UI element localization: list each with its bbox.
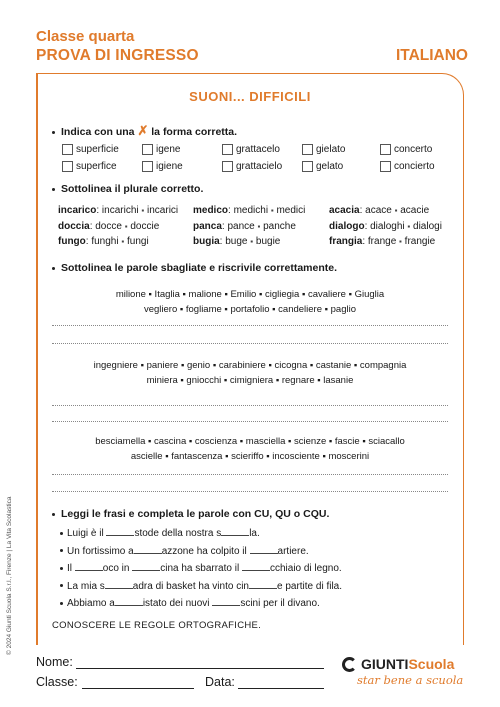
plural-item: medico: medichi ▪ medici [193,205,306,216]
name-label: Nome: [36,655,73,669]
exercise2-prompt-text: Sottolinea il plurale corretto. [61,183,204,195]
option-label: superfice [76,161,117,172]
blank-field[interactable] [75,563,103,571]
plural-option[interactable]: dialogi [413,220,442,232]
copyright-credit: © 2024 Giunti Scuola S.r.l., Firenze | La Vita Scolastica [6,496,13,655]
option-label: concierto [394,161,435,172]
plural-option[interactable]: medici [276,205,306,216]
grade-label: Classe quarta [36,28,135,45]
plural-row [58,236,458,252]
word-line: milione ▪ Itaglia ▪ malione ▪ Emilio ▪ cigliegia ▪ cavaliere ▪ Giuglia [115,289,385,300]
plural-option[interactable]: doccie [130,220,160,232]
blank-field[interactable] [221,528,249,536]
sentence-list [60,528,342,616]
plural-item: bugia: buge ▪ bugie [193,236,281,247]
checkbox[interactable] [62,161,73,172]
answer-line[interactable] [52,325,448,326]
class-field[interactable] [82,688,194,689]
test-title: PROVA DI INGRESSO [36,47,199,64]
plural-item: incarico: incarichi ▪ incarici [58,205,179,216]
giunti-scuola-logo [342,656,454,672]
exercise1-prompt [52,123,237,139]
brand-tagline: star bene a scuola [357,673,464,687]
blank-field[interactable] [242,563,270,571]
checkbox[interactable] [380,161,391,172]
brand-name: GIUNTI [361,656,409,672]
word-line: ingegniere ▪ paniere ▪ genio ▪ carabiniere ▪ cicogna ▪ castanie ▪ compagnia [93,360,407,371]
answer-line[interactable] [52,491,448,492]
answer-line[interactable] [52,405,448,406]
class-label: Classe: [36,675,78,689]
answer-line[interactable] [52,474,448,475]
plural-item: panca: pance ▪ panche [193,220,296,232]
answer-line[interactable] [52,421,448,422]
date-label: Data: [205,675,235,689]
exercise3-prompt-text: Sottolinea le parole sbagliate e riscrivile correttamente. [61,262,338,274]
plural-option[interactable]: fungi [126,236,149,247]
checkbox-grid [62,141,452,175]
plural-option[interactable]: buge [225,236,248,247]
footer-objective: CONOSCERE LE REGOLE ORTOGRAFICHE. [52,620,262,631]
plural-option[interactable]: panche [263,220,296,232]
exercise4-prompt-text: Leggi le frasi e completa le parole con CU, QU o CQU. [61,508,330,520]
subject-label: ITALIANO [395,47,468,64]
plural-option[interactable]: frangie [404,236,436,247]
bullet-icon [52,188,55,191]
option-label: superficie [76,144,119,155]
section-title: SUONI... DIFFICILI [189,89,311,104]
blank-field[interactable] [132,563,160,571]
giunti-g-icon [342,657,357,672]
blank-field[interactable] [250,546,278,554]
checkbox[interactable] [380,144,391,155]
bullet-icon [52,131,55,134]
checkbox[interactable] [62,144,73,155]
option-label: igiene [156,161,183,172]
plural-row [58,221,458,237]
blank-field[interactable] [115,598,143,606]
plural-item: fungo: funghi ▪ fungi [58,236,149,247]
date-field[interactable] [238,688,324,689]
word-line: vegliero ▪ fogliame ▪ portafolio ▪ candeliere ▪ paglio [143,304,357,315]
exercise3-prompt [52,262,337,274]
checkbox[interactable] [222,161,233,172]
checkbox[interactable] [302,144,313,155]
plural-option[interactable]: docce [95,220,122,232]
bullet-icon [52,513,55,516]
option-label: igene [156,144,181,155]
exercise2-prompt [52,183,203,195]
word-line: besciamella ▪ cascina ▪ coscienza ▪ masciella ▪ scienze ▪ fascie ▪ sciacallo [95,436,405,447]
word-group [0,287,500,317]
sentence-item: Abbiamo a istato dei nuovi scini per il divano. [60,598,342,616]
option-label: grattacelo [236,144,280,155]
cross-mark-icon: ✗ [137,123,149,138]
blank-field[interactable] [106,528,134,536]
checkbox-row [62,141,452,158]
answer-line[interactable] [52,343,448,344]
checkbox-row [62,158,452,175]
plural-option[interactable]: bugie [255,236,281,247]
plural-option[interactable]: pance [227,220,255,232]
blank-field[interactable] [212,598,240,606]
plural-item: frangia: frange ▪ frangie [329,236,436,247]
word-group [0,434,500,464]
word-line: ascielle ▪ fantascenza ▪ scieriffo ▪ incosciente ▪ moscerini [130,451,370,462]
option-label: gielato [316,144,346,155]
bullet-icon [52,267,55,270]
exercise4-prompt [52,508,329,520]
plural-option[interactable]: frange [367,236,397,247]
plural-option[interactable]: funghi [91,236,119,247]
plural-option[interactable]: acacie [400,205,430,216]
plural-item: doccia: docce ▪ doccie [58,220,160,232]
sentence-item: Luigi è il stode della nostra s la. [60,528,342,546]
exercise1-prompt-end: la forma corretta. [151,126,238,138]
option-label: concerto [394,144,433,155]
plural-option[interactable]: acace [365,205,392,216]
plural-option[interactable]: medichi [233,205,269,216]
option-label: gelato [316,161,344,172]
sentence-item: Il oco in cina ha sbarrato il cchiaio di legno. [60,563,342,581]
sentence-item: Un fortissimo a azzone ha colpito il artiere. [60,546,342,564]
sentence-item: La mia s adra di basket ha vinto cin e partite di fila. [60,581,342,599]
plural-item: acacia: acace ▪ acacie [329,205,430,216]
brand-name-suffix: Scuola [408,656,455,672]
checkbox[interactable] [222,144,233,155]
plural-option[interactable]: incarichi [101,205,139,216]
plural-item: dialogo: dialoghi ▪ dialogi [329,220,442,232]
checkbox[interactable] [302,161,313,172]
checkbox[interactable] [142,144,153,155]
blank-field[interactable] [134,546,162,554]
word-line: miniera ▪ gniocchi ▪ cimigniera ▪ regnare ▪ lasanie [146,375,354,386]
plural-option[interactable]: incarici [147,205,179,216]
checkbox[interactable] [142,161,153,172]
plural-option[interactable]: dialoghi [370,220,405,232]
exercise1-prompt-start: Indica con una [61,126,135,138]
blank-field[interactable] [249,581,277,589]
option-label: grattacielo [236,161,283,172]
plural-row [58,205,458,221]
plural-grid [58,205,458,252]
blank-field[interactable] [105,581,133,589]
name-field[interactable] [76,668,324,669]
word-group [0,358,500,388]
